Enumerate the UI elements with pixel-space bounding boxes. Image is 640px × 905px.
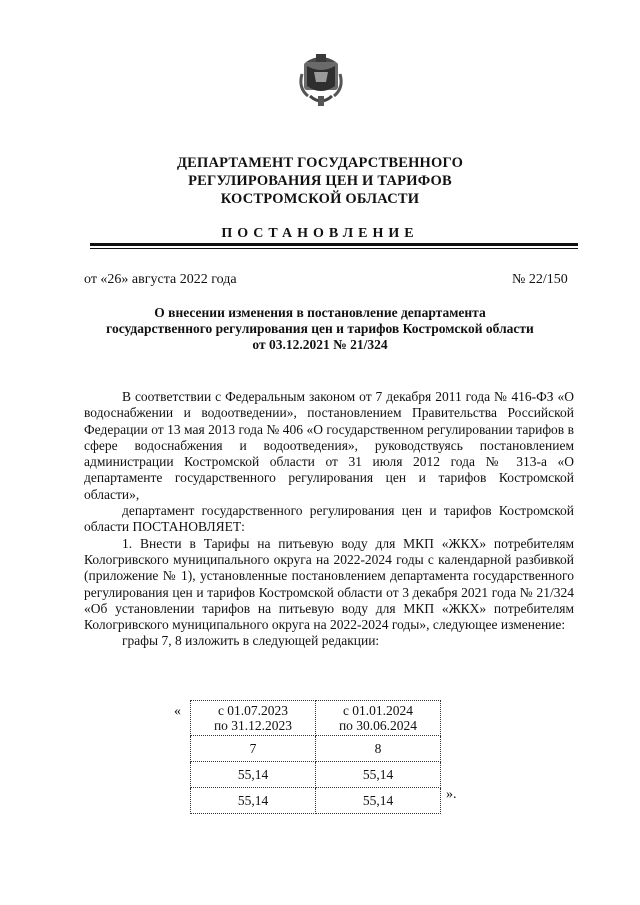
table-header-row <box>191 701 441 736</box>
table-cell: 55,14 <box>316 788 441 814</box>
table-cell: 8 <box>316 736 441 762</box>
table-cell: 55,14 <box>191 762 316 788</box>
department-name-line-1: ДЕПАРТАМЕНТ ГОСУДАРСТВЕННОГО <box>176 155 464 171</box>
coat-of-arms-emblem <box>296 52 346 110</box>
table-close-quote: ». <box>446 787 457 802</box>
tariff-table <box>190 700 441 814</box>
document-number: № 22/150 <box>512 272 568 287</box>
body-paragraph-legal-basis: В соответствии с Федеральным законом от 7 декабря 2011 года № 416-ФЗ «О водоснабжении и водоотведении», постановлением Правительства Российской Федерации от 13 мая 2013 года № 406 «О государственном регулировании тарифов в сфере водоснабжения и водоотведения», руководствуясь постановлением администрации Костромской области от 31 июля 2012 года № 313-а «О департаменте государственного регулирования цен и тарифов Костромской области», <box>84 389 574 502</box>
subject-line-2: государственного регулирования цен и тарифов Костромской области <box>106 321 534 336</box>
body-paragraph-resolves: департамент государственного регулирования цен и тарифов Костромской области ПОСТАНОВЛЯЕТ: <box>84 503 574 535</box>
table-row <box>191 788 441 814</box>
table-header-cell <box>191 701 316 736</box>
table-cell: 55,14 <box>191 788 316 814</box>
table-header-cell <box>316 701 441 736</box>
document-date: от «26» августа 2022 года <box>84 272 237 287</box>
subject-line-3: от 03.12.2021 № 21/324 <box>252 337 388 352</box>
body-text <box>84 389 574 650</box>
department-name-line-3: КОСТРОМСКОЙ ОБЛАСТИ <box>220 191 420 207</box>
table-open-quote: « <box>174 704 181 719</box>
table-row <box>191 762 441 788</box>
document-type-title: ПОСТАНОВЛЕНИЕ <box>221 226 419 241</box>
body-paragraph-columns: графы 7, 8 изложить в следующей редакции: <box>122 633 380 649</box>
table-column-number-row <box>191 736 441 762</box>
department-name-line-2: РЕГУЛИРОВАНИЯ ЦЕН И ТАРИФОВ <box>188 173 452 189</box>
table-cell: 7 <box>191 736 316 762</box>
document-subject <box>0 305 640 353</box>
subject-line-1: О внесении изменения в постановление департамента <box>154 305 486 320</box>
header-rule-thin <box>90 248 578 249</box>
period-start-7: с 01.07.2023 <box>217 703 289 718</box>
table-cell: 55,14 <box>316 762 441 788</box>
body-paragraph-item-1: 1. Внести в Тарифы на питьевую воду для МКП «ЖКХ» потребителям Кологривского муниципального округа на 2022-2024 годы с календарной разбивкой (приложение № 1), установленные постановлением департамента государственного регулирования цен и тарифов Костромской области от 3 декабря 2021 года № 21/324 «Об установлении тарифов на питьевую воду для МКП «ЖКХ» потребителям Кологривского муниципального округа на 2022-2024 годы», следующее изменение: <box>84 535 574 633</box>
header-rule-thick <box>90 243 578 246</box>
period-end-7: по 31.12.2023 <box>213 718 293 733</box>
period-end-8: по 30.06.2024 <box>338 718 418 733</box>
period-start-8: с 01.01.2024 <box>342 703 414 718</box>
